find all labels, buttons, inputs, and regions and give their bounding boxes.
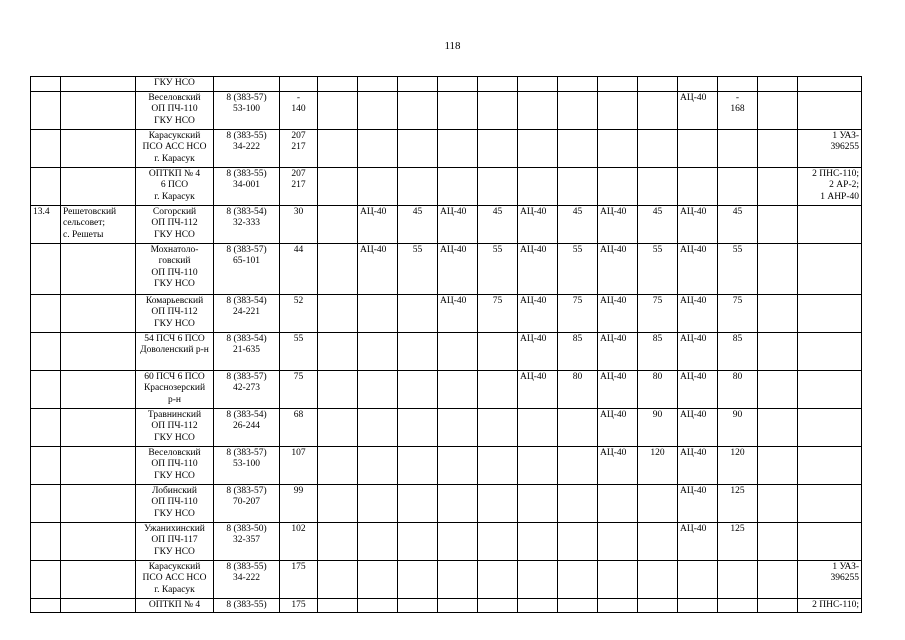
vehicle-type-cell: АЦ-40 <box>678 484 718 522</box>
arrival-time-cell: 55 <box>398 243 438 294</box>
table-row <box>31 484 862 522</box>
arrival-time-cell <box>478 129 518 167</box>
distance-cell: 55 <box>280 332 318 370</box>
item-number-cell <box>31 408 61 446</box>
fire-unit-cell: ГКУ НСО <box>136 77 214 92</box>
vehicle-type-cell <box>758 77 798 92</box>
vehicle-type-cell: АЦ-40 <box>598 332 638 370</box>
arrival-time-cell <box>558 91 598 129</box>
arrival-time-cell <box>398 446 438 484</box>
phone-cell: 8 (383-57) 42-273 <box>214 370 280 408</box>
table-row <box>31 243 862 294</box>
vehicle-type-cell <box>518 167 558 205</box>
vehicle-type-cell <box>358 598 398 613</box>
vehicle-type-cell: АЦ-40 <box>598 408 638 446</box>
vehicle-type-cell: АЦ-40 <box>358 243 398 294</box>
additional-equipment-cell <box>798 446 862 484</box>
vehicle-type-cell <box>438 484 478 522</box>
arrival-time-cell <box>558 77 598 92</box>
fire-unit-cell: ОПТКП № 4 6 ПСО г. Карасук <box>136 167 214 205</box>
arrival-time-cell <box>398 167 438 205</box>
distance-cell: 75 <box>280 370 318 408</box>
arrival-time-cell <box>478 408 518 446</box>
vehicle-type-cell: АЦ-40 <box>438 205 478 243</box>
additional-equipment-cell <box>798 205 862 243</box>
table-row <box>31 294 862 332</box>
arrival-time-cell: 55 <box>558 243 598 294</box>
arrival-time-cell: 45 <box>638 205 678 243</box>
item-number-cell <box>31 77 61 92</box>
arrival-time-cell <box>398 91 438 129</box>
item-number-cell: 13.4 <box>31 205 61 243</box>
distance-cell: 52 <box>280 294 318 332</box>
vehicle-type-cell <box>518 598 558 613</box>
vehicle-type-cell <box>358 77 398 92</box>
vehicle-type-cell <box>358 91 398 129</box>
arrival-time-cell <box>718 129 758 167</box>
table-row <box>31 370 862 408</box>
arrival-time-cell <box>718 598 758 613</box>
arrival-time-cell: 55 <box>478 243 518 294</box>
arrival-time-cell <box>398 522 438 560</box>
vehicle-type-cell <box>358 522 398 560</box>
arrival-time-cell <box>398 598 438 613</box>
arrival-time-cell <box>478 167 518 205</box>
empty-cell <box>318 77 358 92</box>
arrival-time-cell <box>478 560 518 598</box>
arrival-time-cell <box>638 77 678 92</box>
vehicle-type-cell <box>358 332 398 370</box>
arrival-time-cell <box>478 522 518 560</box>
arrival-time-cell: 45 <box>478 205 518 243</box>
arrival-time-cell <box>398 294 438 332</box>
phone-cell: 8 (383-54) 21-635 <box>214 332 280 370</box>
vehicle-type-cell <box>758 294 798 332</box>
phone-cell: 8 (383-57) 70-207 <box>214 484 280 522</box>
phone-cell: 8 (383-57) 53-100 <box>214 91 280 129</box>
arrival-time-cell: 80 <box>558 370 598 408</box>
arrival-time-cell <box>398 77 438 92</box>
vehicle-type-cell <box>358 370 398 408</box>
arrival-time-cell: 45 <box>398 205 438 243</box>
settlement-cell <box>61 370 136 408</box>
arrival-time-cell <box>558 129 598 167</box>
vehicle-type-cell <box>518 560 558 598</box>
distance-cell: 207 217 <box>280 167 318 205</box>
arrival-time-cell <box>398 129 438 167</box>
empty-cell <box>318 332 358 370</box>
vehicle-type-cell <box>438 560 478 598</box>
page-number: 118 <box>444 40 461 52</box>
vehicle-type-cell: АЦ-40 <box>678 332 718 370</box>
vehicle-type-cell <box>758 560 798 598</box>
arrival-time-cell <box>718 77 758 92</box>
arrival-time-cell: 55 <box>718 243 758 294</box>
phone-cell: 8 (383-50) 32-357 <box>214 522 280 560</box>
vehicle-type-cell <box>598 484 638 522</box>
fire-unit-cell: Веселовский ОП ПЧ-110 ГКУ НСО <box>136 91 214 129</box>
vehicle-type-cell: АЦ-40 <box>358 205 398 243</box>
additional-equipment-cell <box>798 332 862 370</box>
item-number-cell <box>31 522 61 560</box>
additional-equipment-cell <box>798 91 862 129</box>
vehicle-type-cell <box>438 332 478 370</box>
item-number-cell <box>31 294 61 332</box>
vehicle-type-cell <box>758 598 798 613</box>
vehicle-type-cell: АЦ-40 <box>678 370 718 408</box>
arrival-time-cell <box>638 598 678 613</box>
vehicle-type-cell <box>518 522 558 560</box>
vehicle-type-cell <box>758 484 798 522</box>
item-number-cell <box>31 370 61 408</box>
fire-unit-cell: ОПТКП № 4 <box>136 598 214 613</box>
vehicle-type-cell <box>518 484 558 522</box>
vehicle-type-cell <box>758 446 798 484</box>
additional-equipment-cell <box>798 294 862 332</box>
settlement-cell <box>61 408 136 446</box>
vehicle-type-cell <box>758 332 798 370</box>
arrival-time-cell: 120 <box>718 446 758 484</box>
vehicle-type-cell: АЦ-40 <box>518 243 558 294</box>
fire-unit-cell: Мохнатоло- говский ОП ПЧ-110 ГКУ НСО <box>136 243 214 294</box>
item-number-cell <box>31 598 61 613</box>
vehicle-type-cell: АЦ-40 <box>438 294 478 332</box>
vehicle-type-cell: АЦ-40 <box>518 205 558 243</box>
vehicle-type-cell: АЦ-40 <box>598 243 638 294</box>
additional-equipment-cell: 2 ПНС-110; 2 АР-2; 1 АНР-40 <box>798 167 862 205</box>
vehicle-type-cell: АЦ-40 <box>678 522 718 560</box>
vehicle-type-cell: АЦ-40 <box>598 446 638 484</box>
arrival-time-cell <box>478 91 518 129</box>
fire-unit-cell: Комарьевский ОП ПЧ-112 ГКУ НСО <box>136 294 214 332</box>
settlement-cell <box>61 167 136 205</box>
table-row <box>31 77 862 92</box>
vehicle-type-cell <box>678 129 718 167</box>
fire-unit-cell: Травнинский ОП ПЧ-112 ГКУ НСО <box>136 408 214 446</box>
table-row <box>31 446 862 484</box>
settlement-cell <box>61 560 136 598</box>
fire-unit-cell: Карасукский ПСО АСС НСО г. Карасук <box>136 129 214 167</box>
arrival-time-cell <box>638 560 678 598</box>
arrival-time-cell: 75 <box>718 294 758 332</box>
vehicle-type-cell: АЦ-40 <box>598 294 638 332</box>
fire-unit-cell: Карасукский ПСО АСС НСО г. Карасук <box>136 560 214 598</box>
additional-equipment-cell <box>798 77 862 92</box>
vehicle-type-cell <box>678 598 718 613</box>
item-number-cell <box>31 484 61 522</box>
empty-cell <box>318 243 358 294</box>
vehicle-type-cell <box>438 91 478 129</box>
arrival-time-cell: 75 <box>478 294 518 332</box>
phone-cell: 8 (383-54) 32-333 <box>214 205 280 243</box>
settlement-cell <box>61 243 136 294</box>
vehicle-type-cell <box>598 560 638 598</box>
arrival-time-cell <box>558 522 598 560</box>
arrival-time-cell: 55 <box>638 243 678 294</box>
empty-cell <box>318 129 358 167</box>
empty-cell <box>318 560 358 598</box>
vehicle-type-cell: АЦ-40 <box>438 243 478 294</box>
empty-cell <box>318 522 358 560</box>
vehicle-type-cell <box>438 370 478 408</box>
additional-equipment-cell <box>798 522 862 560</box>
additional-equipment-cell <box>798 484 862 522</box>
arrival-time-cell: 90 <box>718 408 758 446</box>
vehicle-type-cell <box>518 91 558 129</box>
distance-cell: 30 <box>280 205 318 243</box>
fire-unit-cell: Согорский ОП ПЧ-112 ГКУ НСО <box>136 205 214 243</box>
empty-cell <box>318 446 358 484</box>
empty-cell <box>318 598 358 613</box>
settlement-cell <box>61 294 136 332</box>
vehicle-type-cell <box>518 77 558 92</box>
arrival-time-cell <box>638 167 678 205</box>
distance-cell <box>280 77 318 92</box>
table-row <box>31 129 862 167</box>
vehicle-type-cell <box>438 167 478 205</box>
vehicle-type-cell: АЦ-40 <box>518 294 558 332</box>
arrival-time-cell <box>638 484 678 522</box>
arrival-time-cell: 80 <box>718 370 758 408</box>
arrival-time-cell <box>638 129 678 167</box>
arrival-time-cell <box>398 408 438 446</box>
additional-equipment-cell <box>798 243 862 294</box>
arrival-time-cell <box>558 408 598 446</box>
arrival-time-cell: 90 <box>638 408 678 446</box>
settlement-cell: Решетовский сельсовет; с. Решеты <box>61 205 136 243</box>
arrival-time-cell <box>398 370 438 408</box>
arrival-time-cell <box>718 167 758 205</box>
arrival-time-cell: 85 <box>718 332 758 370</box>
arrival-time-cell <box>398 332 438 370</box>
additional-equipment-cell: 1 УАЗ- 396255 <box>798 560 862 598</box>
arrival-time-cell: 75 <box>558 294 598 332</box>
vehicle-type-cell <box>758 370 798 408</box>
settlement-cell <box>61 91 136 129</box>
arrival-time-cell: 125 <box>718 484 758 522</box>
fire-unit-cell: 54 ПСЧ 6 ПСО Доволенский р-н <box>136 332 214 370</box>
table-row <box>31 522 862 560</box>
phone-cell: 8 (383-54) 24-221 <box>214 294 280 332</box>
distance-cell: 102 <box>280 522 318 560</box>
table-row <box>31 332 862 370</box>
vehicle-type-cell <box>758 129 798 167</box>
fire-unit-cell: Ужанихинский ОП ПЧ-117 ГКУ НСО <box>136 522 214 560</box>
additional-equipment-cell: 1 УАЗ- 396255 <box>798 129 862 167</box>
vehicle-type-cell <box>758 167 798 205</box>
distance-cell: - 140 <box>280 91 318 129</box>
vehicle-type-cell <box>758 243 798 294</box>
arrival-time-cell <box>478 446 518 484</box>
phone-cell: 8 (383-54) 26-244 <box>214 408 280 446</box>
distance-cell: 44 <box>280 243 318 294</box>
empty-cell <box>318 370 358 408</box>
arrival-time-cell <box>558 167 598 205</box>
additional-equipment-cell <box>798 408 862 446</box>
vehicle-type-cell: АЦ-40 <box>678 408 718 446</box>
vehicle-type-cell <box>598 91 638 129</box>
vehicle-type-cell <box>358 294 398 332</box>
vehicle-type-cell <box>758 522 798 560</box>
distance-cell: 175 <box>280 560 318 598</box>
distance-cell: 107 <box>280 446 318 484</box>
vehicle-type-cell <box>358 560 398 598</box>
table-row <box>31 205 862 243</box>
vehicle-type-cell <box>438 129 478 167</box>
vehicle-type-cell <box>598 77 638 92</box>
arrival-time-cell: 85 <box>558 332 598 370</box>
vehicle-type-cell <box>518 408 558 446</box>
distance-cell: 207 217 <box>280 129 318 167</box>
fire-unit-cell: Лобинский ОП ПЧ-110 ГКУ НСО <box>136 484 214 522</box>
table-row <box>31 91 862 129</box>
item-number-cell <box>31 91 61 129</box>
table-row <box>31 598 862 613</box>
vehicle-type-cell <box>758 91 798 129</box>
arrival-time-cell <box>398 560 438 598</box>
vehicle-type-cell <box>678 560 718 598</box>
vehicle-type-cell <box>598 522 638 560</box>
arrival-time-cell: 45 <box>718 205 758 243</box>
table-row <box>31 560 862 598</box>
arrival-time-cell <box>638 91 678 129</box>
phone-cell: 8 (383-55) <box>214 598 280 613</box>
vehicle-type-cell <box>438 522 478 560</box>
vehicle-type-cell <box>438 408 478 446</box>
additional-equipment-cell: 2 ПНС-110; <box>798 598 862 613</box>
settlement-cell <box>61 484 136 522</box>
arrival-time-cell <box>638 522 678 560</box>
vehicle-type-cell <box>518 129 558 167</box>
empty-cell <box>318 167 358 205</box>
arrival-time-cell: 80 <box>638 370 678 408</box>
arrival-time-cell: - 168 <box>718 91 758 129</box>
additional-equipment-cell <box>798 370 862 408</box>
phone-cell <box>214 77 280 92</box>
arrival-time-cell <box>558 598 598 613</box>
vehicle-type-cell: АЦ-40 <box>678 205 718 243</box>
arrival-time-cell <box>558 560 598 598</box>
arrival-time-cell <box>478 484 518 522</box>
vehicle-type-cell <box>758 408 798 446</box>
vehicle-type-cell <box>438 77 478 92</box>
vehicle-type-cell: АЦ-40 <box>518 332 558 370</box>
vehicle-type-cell <box>358 484 398 522</box>
vehicle-type-cell <box>598 167 638 205</box>
vehicle-type-cell <box>358 408 398 446</box>
vehicle-type-cell <box>438 446 478 484</box>
item-number-cell <box>31 560 61 598</box>
vehicle-type-cell <box>438 598 478 613</box>
settlement-cell <box>61 598 136 613</box>
distance-cell: 68 <box>280 408 318 446</box>
arrival-time-cell: 85 <box>638 332 678 370</box>
empty-cell <box>318 484 358 522</box>
settlement-cell <box>61 522 136 560</box>
phone-cell: 8 (383-55) 34-222 <box>214 129 280 167</box>
fire-departure-table <box>30 76 862 613</box>
vehicle-type-cell <box>678 77 718 92</box>
item-number-cell <box>31 446 61 484</box>
empty-cell <box>318 408 358 446</box>
phone-cell: 8 (383-57) 65-101 <box>214 243 280 294</box>
arrival-time-cell <box>718 560 758 598</box>
arrival-time-cell <box>398 484 438 522</box>
distance-cell: 99 <box>280 484 318 522</box>
fire-unit-cell: Веселовский ОП ПЧ-110 ГКУ НСО <box>136 446 214 484</box>
phone-cell: 8 (383-57) 53-100 <box>214 446 280 484</box>
vehicle-type-cell: АЦ-40 <box>678 446 718 484</box>
vehicle-type-cell: АЦ-40 <box>518 370 558 408</box>
arrival-time-cell: 125 <box>718 522 758 560</box>
arrival-time-cell: 45 <box>558 205 598 243</box>
settlement-cell <box>61 77 136 92</box>
fire-unit-cell: 60 ПСЧ 6 ПСО Краснозерский р-н <box>136 370 214 408</box>
vehicle-type-cell <box>758 205 798 243</box>
arrival-time-cell <box>558 484 598 522</box>
table-row <box>31 408 862 446</box>
vehicle-type-cell <box>598 598 638 613</box>
vehicle-type-cell <box>678 167 718 205</box>
vehicle-type-cell <box>358 446 398 484</box>
phone-cell: 8 (383-55) 34-001 <box>214 167 280 205</box>
empty-cell <box>318 205 358 243</box>
arrival-time-cell: 120 <box>638 446 678 484</box>
empty-cell <box>318 91 358 129</box>
vehicle-type-cell: АЦ-40 <box>598 205 638 243</box>
settlement-cell <box>61 446 136 484</box>
vehicle-type-cell: АЦ-40 <box>598 370 638 408</box>
arrival-time-cell <box>478 332 518 370</box>
arrival-time-cell <box>478 77 518 92</box>
item-number-cell <box>31 167 61 205</box>
vehicle-type-cell: АЦ-40 <box>678 243 718 294</box>
vehicle-type-cell <box>358 167 398 205</box>
arrival-time-cell <box>478 370 518 408</box>
empty-cell <box>318 294 358 332</box>
vehicle-type-cell <box>598 129 638 167</box>
settlement-cell <box>61 129 136 167</box>
arrival-time-cell <box>478 598 518 613</box>
vehicle-type-cell <box>518 446 558 484</box>
vehicle-type-cell: АЦ-40 <box>678 294 718 332</box>
phone-cell: 8 (383-55) 34-222 <box>214 560 280 598</box>
vehicle-type-cell <box>358 129 398 167</box>
distance-cell: 175 <box>280 598 318 613</box>
vehicle-type-cell: АЦ-40 <box>678 91 718 129</box>
settlement-cell <box>61 332 136 370</box>
item-number-cell <box>31 332 61 370</box>
item-number-cell <box>31 243 61 294</box>
arrival-time-cell <box>558 446 598 484</box>
table-row <box>31 167 862 205</box>
item-number-cell <box>31 129 61 167</box>
arrival-time-cell: 75 <box>638 294 678 332</box>
